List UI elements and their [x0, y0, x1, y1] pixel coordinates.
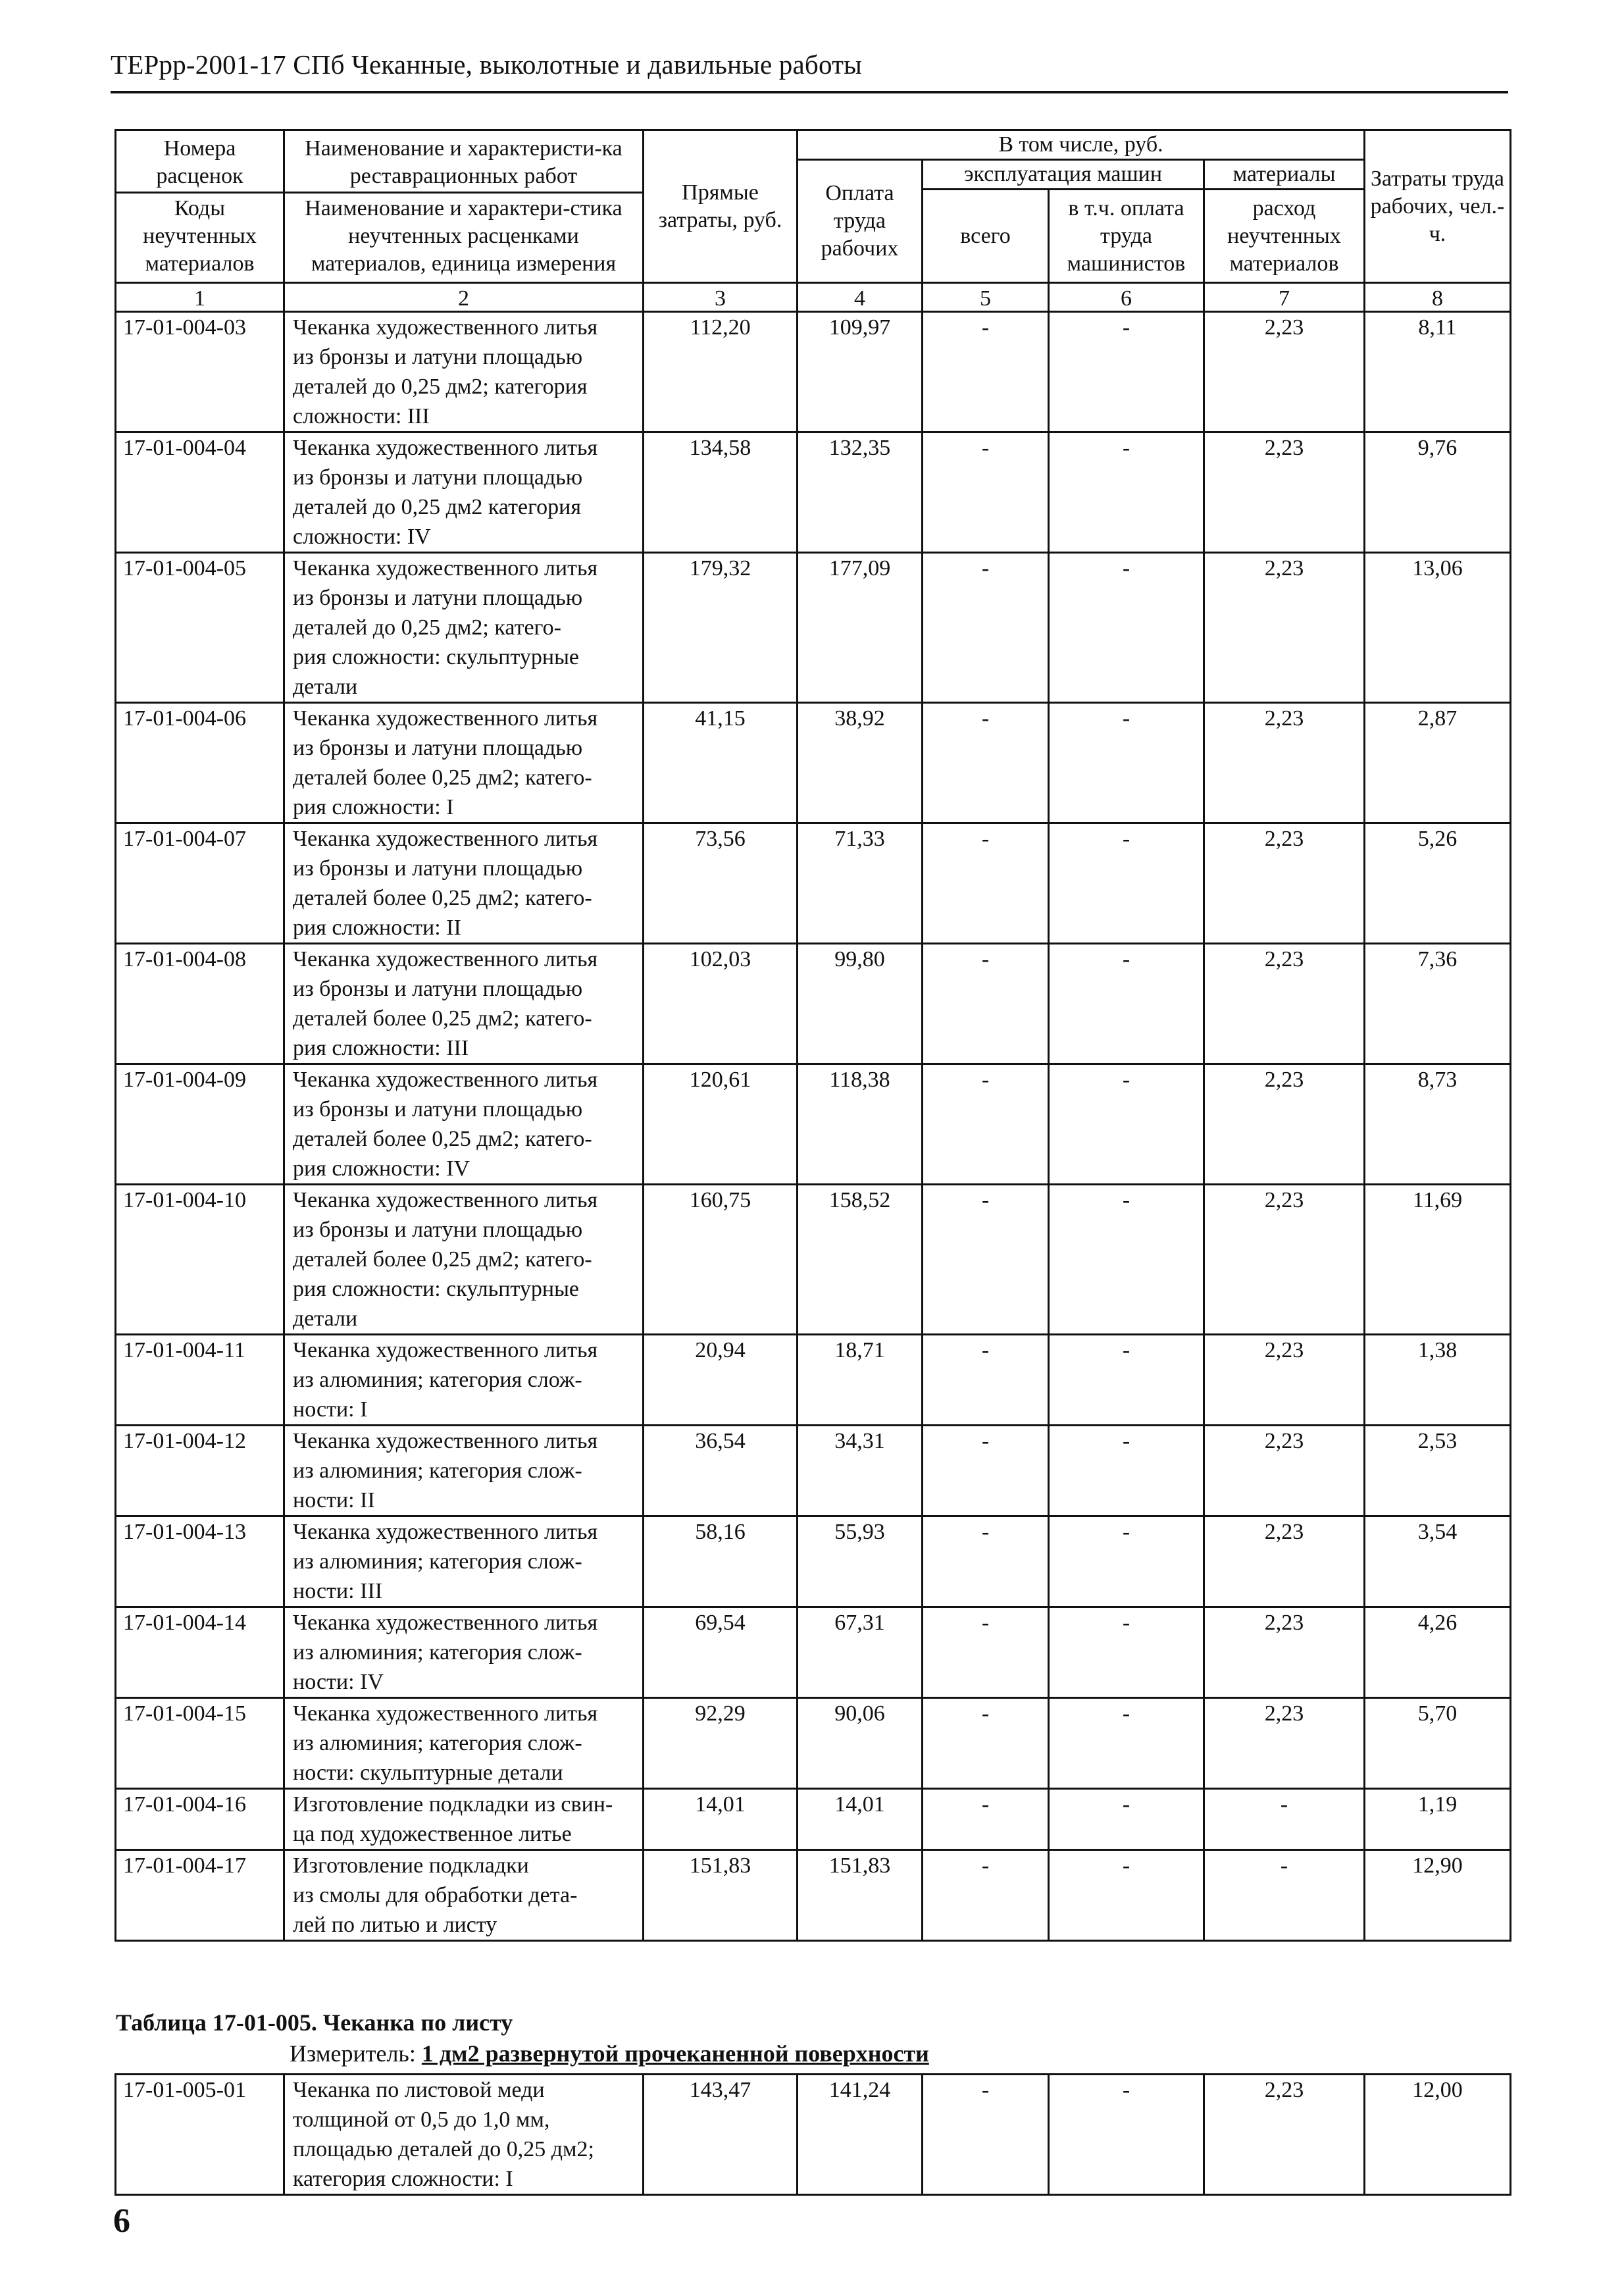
operators-pay-cell: - [1049, 1064, 1204, 1185]
labor-costs-cell: 7,36 [1365, 944, 1511, 1064]
header-rate-numbers: Номера расценок [116, 135, 283, 194]
description-line: лей по литью и листу [293, 1913, 497, 1937]
direct-costs-cell: 20,94 [644, 1335, 798, 1426]
work-description-cell [284, 1850, 644, 1941]
operators-pay-cell: - [1049, 1850, 1204, 1941]
rate-code-cell: 17-01-004-04 [116, 432, 284, 553]
description-line: деталей до 0,25 дм2 категория [293, 495, 582, 519]
direct-costs-cell: 160,75 [644, 1185, 798, 1335]
description-line: Чеканка художественного литья [293, 947, 598, 971]
rates-table [114, 129, 1511, 1942]
machine-total-cell: - [923, 1335, 1049, 1426]
description-line: Чеканка художественного литья [293, 556, 598, 581]
rate-code-cell: 17-01-004-16 [116, 1789, 284, 1850]
table-row [116, 553, 1511, 703]
labor-pay-cell: 34,31 [798, 1426, 923, 1516]
description-line: из алюминия; категория слож- [293, 1368, 582, 1392]
description-line: Чеканка художественного литья [293, 706, 598, 731]
direct-costs-cell: 58,16 [644, 1516, 798, 1607]
description-line: деталей более 0,25 дм2; катего- [293, 1006, 592, 1031]
operators-pay-cell: - [1049, 1789, 1204, 1850]
table-row [116, 703, 1511, 823]
labor-costs-cell: 8,73 [1365, 1064, 1511, 1185]
page-number: 6 [113, 2202, 130, 2240]
materials-cell: 2,23 [1204, 1426, 1365, 1516]
materials-cell: 2,23 [1204, 1335, 1365, 1426]
meter-label: Измеритель: [290, 2040, 416, 2067]
labor-costs-cell: 13,06 [1365, 553, 1511, 703]
description-line: из алюминия; категория слож- [293, 1549, 582, 1574]
column-number: 5 [923, 283, 1049, 312]
column-number: 2 [284, 283, 644, 312]
rate-code-cell: 17-01-004-15 [116, 1698, 284, 1789]
description-line: Чеканка художественного литья [293, 1520, 598, 1544]
operators-pay-cell: - [1049, 312, 1204, 432]
page-header-title: ТЕРрр-2001-17 СПб Чеканные, выколотные и давильные работы [111, 49, 862, 80]
machine-total-cell: - [923, 1850, 1049, 1941]
labor-pay-cell: 118,38 [798, 1064, 923, 1185]
description-line: деталей более 0,25 дм2; катего- [293, 886, 592, 910]
table-005-body [116, 2075, 1511, 2195]
header-labor-costs: Затраты труда рабочих, чел.-ч. [1365, 130, 1511, 283]
rate-code-cell: 17-01-004-08 [116, 944, 284, 1064]
machine-total-cell: - [923, 2075, 1049, 2195]
description-line: деталей до 0,25 дм2; категория [293, 375, 588, 399]
description-line: из алюминия; категория слож- [293, 1640, 582, 1665]
column-number-row [116, 283, 1511, 312]
machine-total-cell: - [923, 553, 1049, 703]
labor-costs-cell: 2,87 [1365, 703, 1511, 823]
machine-total-cell: - [923, 944, 1049, 1064]
table-row [116, 1698, 1511, 1789]
labor-costs-cell: 11,69 [1365, 1185, 1511, 1335]
description-line: сложности: IV [293, 525, 431, 549]
description-line: рия сложности: II [293, 916, 461, 940]
header-work-name: Наименование и характеристи-ка реставрационных работ [285, 135, 642, 194]
description-line: толщиной от 0,5 до 1,0 мм, [293, 2107, 550, 2132]
description-line: ности: II [293, 1488, 375, 1512]
materials-cell: 2,23 [1204, 823, 1365, 944]
labor-pay-cell: 14,01 [798, 1789, 923, 1850]
direct-costs-cell: 36,54 [644, 1426, 798, 1516]
header-unaccounted-codes: Коды неучтенных материалов [143, 196, 257, 276]
header-including: В том числе, руб. [798, 130, 1365, 160]
work-description-cell [284, 1185, 644, 1335]
description-line: категория сложности: I [293, 2167, 513, 2191]
description-line: деталей до 0,25 дм2; катего- [293, 615, 561, 640]
materials-cell: 2,23 [1204, 1516, 1365, 1607]
materials-cell: 2,23 [1204, 1607, 1365, 1698]
operators-pay-cell: - [1049, 2075, 1204, 2195]
description-line: рия сложности: скульптурные [293, 645, 580, 669]
rate-code-cell: 17-01-004-14 [116, 1607, 284, 1698]
table-row [116, 432, 1511, 553]
direct-costs-cell: 73,56 [644, 823, 798, 944]
table-005-meter [290, 2040, 929, 2067]
labor-pay-cell: 99,80 [798, 944, 923, 1064]
operators-pay-cell: - [1049, 1698, 1204, 1789]
direct-costs-cell: 41,15 [644, 703, 798, 823]
direct-costs-cell: 92,29 [644, 1698, 798, 1789]
description-line: Чеканка по листовой меди [293, 2078, 545, 2102]
direct-costs-cell: 69,54 [644, 1607, 798, 1698]
rate-code-cell: 17-01-004-07 [116, 823, 284, 944]
machine-total-cell: - [923, 312, 1049, 432]
materials-cell: - [1204, 1789, 1365, 1850]
header-labor-pay: Оплата труда рабочих [798, 160, 923, 283]
table-row [116, 1850, 1511, 1941]
labor-pay-cell: 55,93 [798, 1516, 923, 1607]
table-row [116, 944, 1511, 1064]
description-line: рия сложности: IV [293, 1156, 470, 1181]
work-description-cell [284, 1426, 644, 1516]
description-line: из смолы для обработки дета- [293, 1883, 578, 1907]
work-description-cell [284, 703, 644, 823]
materials-cell: 2,23 [1204, 553, 1365, 703]
description-line: Изготовление подкладки из свин- [293, 1792, 613, 1817]
table-005-caption: Таблица 17-01-005. Чеканка по листу [116, 2009, 513, 2036]
labor-costs-cell: 5,70 [1365, 1698, 1511, 1789]
direct-costs-cell: 143,47 [644, 2075, 798, 2195]
rates-table-body [116, 312, 1511, 1941]
machine-total-cell: - [923, 1426, 1049, 1516]
description-line: из бронзы и латуни площадью [293, 345, 583, 369]
labor-pay-cell: 132,35 [798, 432, 923, 553]
rate-code-cell: 17-01-005-01 [116, 2075, 284, 2195]
labor-costs-cell: 1,38 [1365, 1335, 1511, 1426]
operators-pay-cell: - [1049, 1516, 1204, 1607]
operators-pay-cell: - [1049, 944, 1204, 1064]
direct-costs-cell: 151,83 [644, 1850, 798, 1941]
rate-code-cell: 17-01-004-06 [116, 703, 284, 823]
description-line: деталей более 0,25 дм2; катего- [293, 1247, 592, 1272]
materials-cell: 2,23 [1204, 944, 1365, 1064]
description-line: из алюминия; категория слож- [293, 1459, 582, 1483]
meter-value: 1 дм2 развернутой прочеканенной поверхности [421, 2040, 929, 2067]
description-line: из алюминия; категория слож- [293, 1731, 582, 1755]
table-005 [114, 2073, 1511, 2196]
operators-pay-cell: - [1049, 1335, 1204, 1426]
materials-cell: 2,23 [1204, 1064, 1365, 1185]
work-description-cell [284, 1064, 644, 1185]
work-description-cell [284, 944, 644, 1064]
description-line: Чеканка художественного литья [293, 315, 598, 340]
table-row [116, 1335, 1511, 1426]
description-line: Чеканка художественного литья [293, 827, 598, 851]
description-line: детали [293, 1306, 358, 1331]
table-row [116, 1516, 1511, 1607]
header-divider [111, 91, 1508, 93]
description-line: рия сложности: I [293, 795, 454, 819]
direct-costs-cell: 102,03 [644, 944, 798, 1064]
labor-costs-cell: 3,54 [1365, 1516, 1511, 1607]
table-row [116, 823, 1511, 944]
rate-code-cell: 17-01-004-10 [116, 1185, 284, 1335]
rate-code-cell: 17-01-004-13 [116, 1516, 284, 1607]
rate-code-cell: 17-01-004-03 [116, 312, 284, 432]
direct-costs-cell: 134,58 [644, 432, 798, 553]
description-line: Чеканка художественного литья [293, 1068, 598, 1092]
description-line: Чеканка художественного литья [293, 436, 598, 460]
description-line: детали [293, 675, 358, 699]
table-row [116, 1789, 1511, 1850]
table-row [116, 1064, 1511, 1185]
description-line: из бронзы и латуни площадью [293, 977, 583, 1001]
materials-cell: 2,23 [1204, 703, 1365, 823]
labor-pay-cell: 67,31 [798, 1607, 923, 1698]
direct-costs-cell: 120,61 [644, 1064, 798, 1185]
description-line: Изготовление подкладки [293, 1853, 529, 1878]
labor-costs-cell: 4,26 [1365, 1607, 1511, 1698]
labor-costs-cell: 5,26 [1365, 823, 1511, 944]
description-line: из бронзы и латуни площадью [293, 1218, 583, 1242]
operators-pay-cell: - [1049, 1607, 1204, 1698]
description-line: Чеканка художественного литья [293, 1338, 598, 1362]
column-number: 6 [1049, 283, 1204, 312]
description-line: ности: скульптурные детали [293, 1761, 563, 1785]
table-row [116, 1426, 1511, 1516]
labor-pay-cell: 109,97 [798, 312, 923, 432]
header-direct-costs: Прямые затраты, руб. [644, 130, 798, 283]
direct-costs-cell: 112,20 [644, 312, 798, 432]
table-row [116, 1607, 1511, 1698]
materials-cell: 2,23 [1204, 2075, 1365, 2195]
column-number: 4 [798, 283, 923, 312]
description-line: из бронзы и латуни площадью [293, 586, 583, 610]
description-line: из бронзы и латуни площадью [293, 1097, 583, 1122]
machine-total-cell: - [923, 1789, 1049, 1850]
description-line: Чеканка художественного литья [293, 1611, 598, 1635]
labor-pay-cell: 71,33 [798, 823, 923, 944]
header-unaccounted-name: Наименование и характери-стика неучтенных расценками материалов, единица измерения [305, 196, 622, 276]
header-machine-total: всего [923, 190, 1049, 283]
direct-costs-cell: 179,32 [644, 553, 798, 703]
operators-pay-cell: - [1049, 703, 1204, 823]
machine-total-cell: - [923, 1064, 1049, 1185]
description-line: из бронзы и латуни площадью [293, 856, 583, 881]
labor-pay-cell: 158,52 [798, 1185, 923, 1335]
description-line: сложности: III [293, 404, 430, 428]
operators-pay-cell: - [1049, 1185, 1204, 1335]
description-line: ца под художественное литье [293, 1822, 572, 1846]
work-description-cell [284, 553, 644, 703]
rate-code-cell: 17-01-004-12 [116, 1426, 284, 1516]
labor-pay-cell: 141,24 [798, 2075, 923, 2195]
labor-pay-cell: 90,06 [798, 1698, 923, 1789]
rate-code-cell: 17-01-004-05 [116, 553, 284, 703]
description-line: из бронзы и латуни площадью [293, 736, 583, 760]
header-rate-numbers-cell [116, 130, 284, 283]
machine-total-cell: - [923, 703, 1049, 823]
rates-table-header [116, 130, 1511, 312]
work-description-cell [284, 1607, 644, 1698]
header-machine-operators-pay: в т.ч. оплата труда машинистов [1049, 190, 1204, 283]
description-line: Чеканка художественного литья [293, 1188, 598, 1212]
materials-cell: 2,23 [1204, 1185, 1365, 1335]
description-line: Чеканка художественного литья [293, 1429, 598, 1453]
materials-cell: 2,23 [1204, 312, 1365, 432]
labor-costs-cell: 1,19 [1365, 1789, 1511, 1850]
labor-costs-cell: 2,53 [1365, 1426, 1511, 1516]
materials-cell: 2,23 [1204, 432, 1365, 553]
column-number: 1 [116, 283, 284, 312]
machine-total-cell: - [923, 1516, 1049, 1607]
machine-total-cell: - [923, 1185, 1049, 1335]
column-number: 3 [644, 283, 798, 312]
materials-cell: 2,23 [1204, 1698, 1365, 1789]
header-unaccounted-consumption: расход неучтенных материалов [1204, 190, 1365, 283]
operators-pay-cell: - [1049, 1426, 1204, 1516]
labor-costs-cell: 8,11 [1365, 312, 1511, 432]
header-machine-operation: эксплуатация машин [923, 160, 1204, 190]
work-description-cell [284, 1789, 644, 1850]
column-number: 8 [1365, 283, 1511, 312]
header-materials: материалы [1204, 160, 1365, 190]
labor-pay-cell: 18,71 [798, 1335, 923, 1426]
work-description-cell [284, 312, 644, 432]
labor-pay-cell: 38,92 [798, 703, 923, 823]
work-description-cell [284, 823, 644, 944]
description-line: ности: I [293, 1397, 368, 1422]
machine-total-cell: - [923, 432, 1049, 553]
description-line: ности: III [293, 1579, 383, 1603]
rate-code-cell: 17-01-004-11 [116, 1335, 284, 1426]
labor-pay-cell: 177,09 [798, 553, 923, 703]
description-line: ности: IV [293, 1670, 384, 1694]
description-line: деталей более 0,25 дм2; катего- [293, 1127, 592, 1151]
work-description-cell [284, 1698, 644, 1789]
work-description-cell [284, 1516, 644, 1607]
operators-pay-cell: - [1049, 553, 1204, 703]
labor-pay-cell: 151,83 [798, 1850, 923, 1941]
table-row [116, 2075, 1511, 2195]
work-description-cell [284, 432, 644, 553]
machine-total-cell: - [923, 1698, 1049, 1789]
description-line: из бронзы и латуни площадью [293, 465, 583, 490]
column-number: 7 [1204, 283, 1365, 312]
operators-pay-cell: - [1049, 823, 1204, 944]
labor-costs-cell: 12,00 [1365, 2075, 1511, 2195]
table-row [116, 1185, 1511, 1335]
description-line: Чеканка художественного литья [293, 1701, 598, 1726]
operators-pay-cell: - [1049, 432, 1204, 553]
description-line: рия сложности: скульптурные [293, 1277, 580, 1301]
table-row [116, 312, 1511, 432]
rate-code-cell: 17-01-004-09 [116, 1064, 284, 1185]
labor-costs-cell: 12,90 [1365, 1850, 1511, 1941]
work-description-cell [284, 2075, 644, 2195]
labor-costs-cell: 9,76 [1365, 432, 1511, 553]
description-line: рия сложности: III [293, 1036, 469, 1060]
materials-cell: - [1204, 1850, 1365, 1941]
description-line: деталей более 0,25 дм2; катего- [293, 765, 592, 790]
machine-total-cell: - [923, 1607, 1049, 1698]
work-description-cell [284, 1335, 644, 1426]
description-line: площадью деталей до 0,25 дм2; [293, 2137, 595, 2161]
machine-total-cell: - [923, 823, 1049, 944]
direct-costs-cell: 14,01 [644, 1789, 798, 1850]
header-work-name-cell [284, 130, 644, 283]
rate-code-cell: 17-01-004-17 [116, 1850, 284, 1941]
